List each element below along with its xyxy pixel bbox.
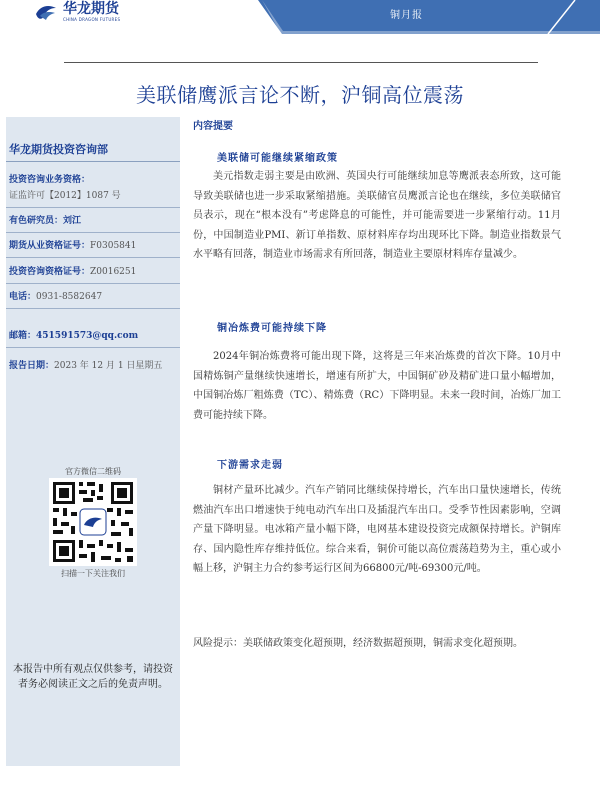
qr-caption: 扫描一下关注我们 [61, 569, 125, 578]
dragon-logo-icon [34, 2, 58, 22]
department-name: 华龙期货投资咨询部 [6, 138, 180, 162]
wechat-qr-code [49, 478, 137, 566]
section-heading: 美联储可能继续紧缩政策 [217, 153, 338, 164]
section-heading: 铜冶炼费可能持续下降 [217, 323, 327, 334]
section-body: 美元指数走弱主要是由欧洲、英国央行可能继续加息等鹰派表态所致，这可能导致美联储也进一步采取紧缩措施。美联储官员鹰派言论也在继续，多位美联储官员表示，现在“根本没有”考虑降息的可能性，并可能需要进一步紧缩行动。11月份，中国制造业PMI、新订单指数、原材料库存均出现环比下降。制造业指数景气水平略有回落，制造业市场需求有所回落，制造业主要原材料库存量减少。 [193, 171, 561, 260]
qr-title: 官方微信二维码 [65, 467, 121, 476]
sidebar-divider [6, 257, 180, 258]
sidebar-divider [6, 283, 180, 284]
sidebar-divider [6, 232, 180, 233]
summary-label: 内容提要 [193, 121, 233, 132]
license-label: 投资咨询业务资格： [9, 175, 91, 185]
sidebar-divider [6, 347, 180, 348]
report-summary [193, 117, 563, 649]
page-header [0, 0, 600, 34]
risk-note: 风险提示：美联储政策变化超预期，经济数据超预期，铜需求变化超预期。 [193, 638, 523, 649]
email: 邮箱：451591573@qq.com [9, 331, 139, 341]
phone: 电话：0931-8582647 [9, 292, 103, 302]
section-heading: 下游需求走弱 [217, 460, 283, 471]
report-type: 铜月报 [390, 10, 423, 21]
practice-cert: 期货从业资格证号：F0305841 [9, 241, 137, 251]
section-body: 2024年铜冶炼费将可能出现下降，这将是三年来冶炼费的首次下降。10月中国精炼铜产量继续快速增长，增速有所扩大，中国铜矿砂及精矿进口量小幅增加，中国铜冶炼厂粗炼费（TC）、精炼费（RC）下降明显。未来一段时间，冶炼厂加工费可能持续下降。 [193, 351, 561, 421]
report-date: 报告日期：2023 年 12 月 1 日星期五 [9, 361, 163, 371]
sidebar-bottom-edge [6, 765, 180, 766]
consult-cert: 投资咨询资格证号：Z0016251 [9, 267, 137, 277]
info-sidebar [6, 117, 180, 765]
logo-text: 华龙期货 [63, 1, 119, 17]
sidebar-divider [6, 308, 180, 309]
logo-subtext: CHINA DRAGON FUTURES [63, 17, 121, 22]
disclaimer-note: 本报告中所有观点仅供参考，请投资者务必阅读正文之后的免责声明。 [13, 664, 173, 690]
company-logo [34, 0, 120, 24]
license-value: 证监许可【2012】1087 号 [9, 191, 121, 201]
section-body: 铜材产量环比减少。汽车产销同比继续保持增长，汽车出口量快速增长，传统燃油汽车出口增速快于纯电动汽车出口及插混汽车出口。受季节性因素影响，空调产量下降明显。电冰箱产量小幅下降，电网基本建设投资完成额保持增长。沪铜库存、国内隐性库存维持低位。综合来看，铜价可能以高位震荡趋势为主，重心或小幅上移，沪铜主力合约参考运行区间为66800元/吨-69300元/吨。 [193, 485, 561, 574]
sidebar-divider [6, 207, 180, 208]
researcher: 有色研究员：刘江 [9, 216, 82, 226]
report-title: 美联储鹰派言论不断，沪铜高位震荡 [136, 83, 464, 107]
title-divider [64, 62, 538, 63]
